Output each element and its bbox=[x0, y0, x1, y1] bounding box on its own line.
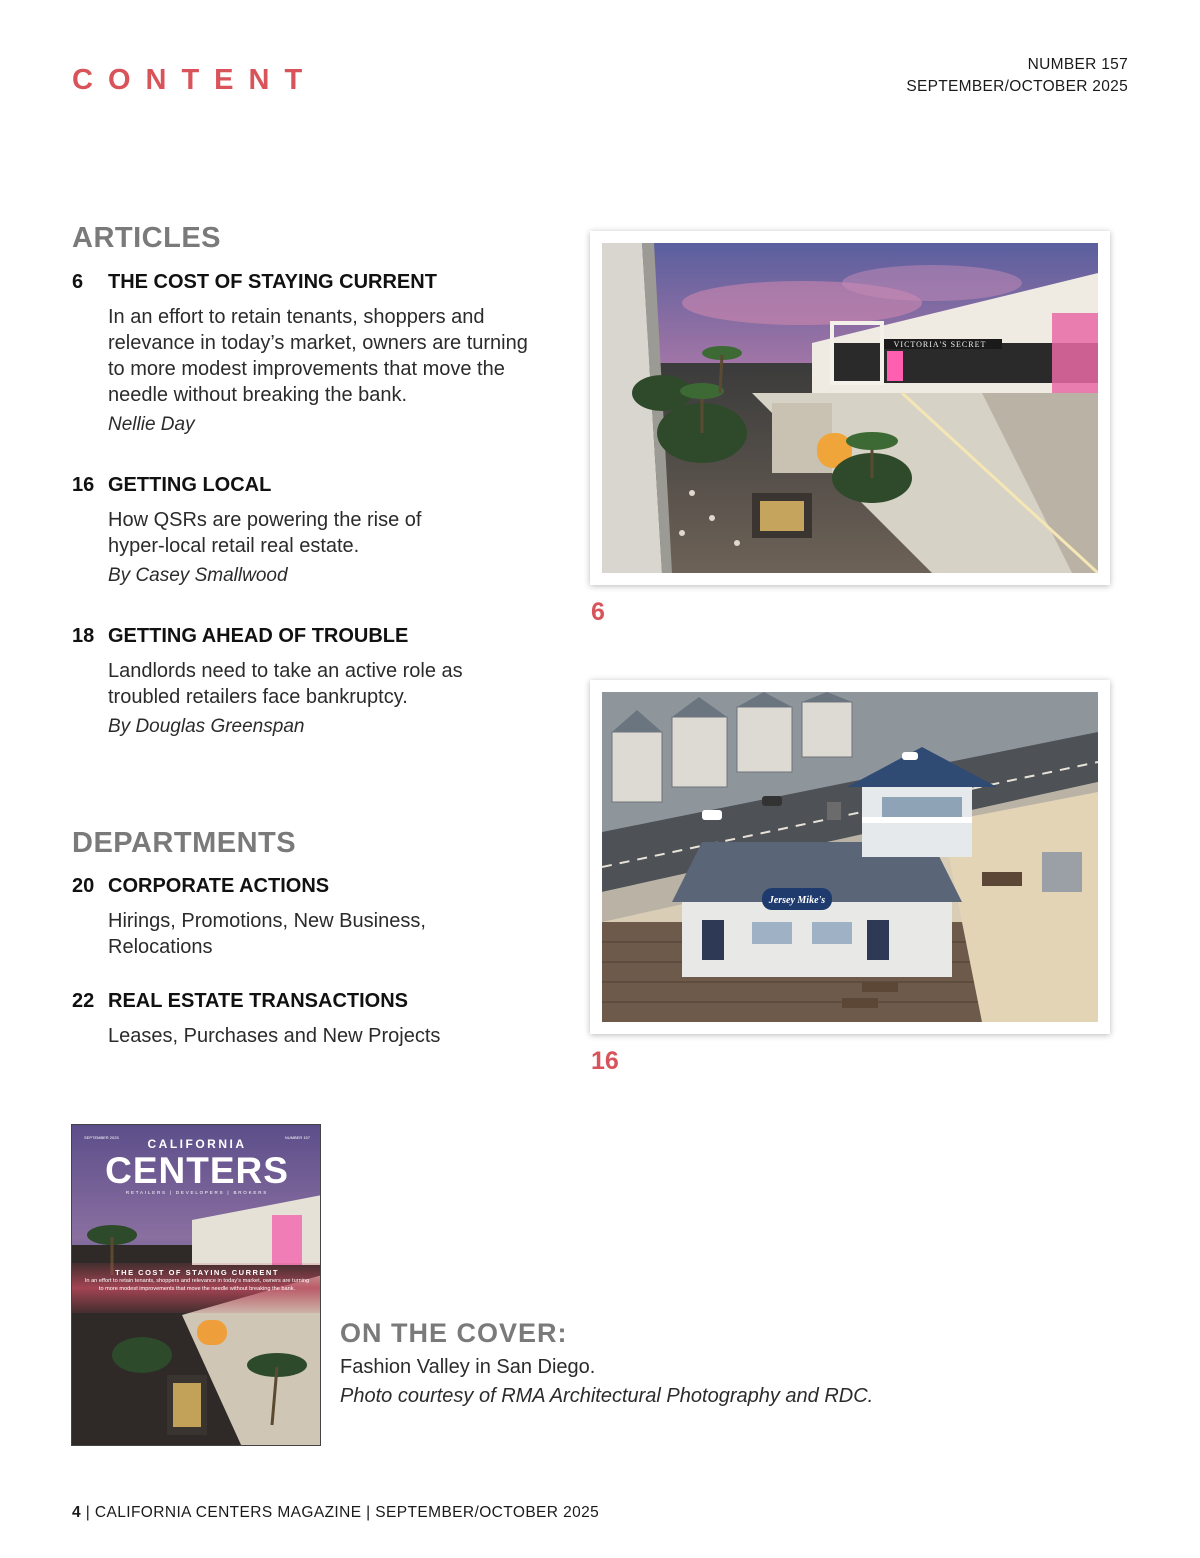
article-byline: Nellie Day bbox=[108, 414, 195, 435]
cover-heading: ON THE COVER: bbox=[340, 1318, 568, 1348]
department-title: REAL ESTATE TRANSACTIONS bbox=[108, 990, 409, 1012]
department-entry[interactable] bbox=[72, 873, 542, 960]
issue-date: SEPTEMBER/OCTOBER 2025 bbox=[906, 78, 1128, 95]
photo-page-number: 6 bbox=[591, 598, 605, 626]
article-title: GETTING AHEAD OF TROUBLE bbox=[108, 625, 409, 647]
department-title: CORPORATE ACTIONS bbox=[108, 875, 330, 897]
article-entry[interactable] bbox=[72, 623, 542, 740]
footer-page-number: 4 bbox=[72, 1504, 82, 1521]
article-entry[interactable] bbox=[72, 472, 542, 589]
departments-heading: DEPARTMENTS bbox=[72, 827, 297, 859]
cover-number-text: NUMBER 157 bbox=[284, 1135, 310, 1140]
articles-heading: ARTICLES bbox=[72, 222, 221, 254]
building-sign-text: Jersey Mike's bbox=[768, 895, 826, 906]
article-entry[interactable] bbox=[72, 269, 542, 438]
cover-illustration bbox=[72, 1125, 321, 1446]
page-title: CONTENT bbox=[72, 64, 318, 96]
issue-info bbox=[906, 54, 1128, 98]
cover-description: Fashion Valley in San Diego. bbox=[340, 1356, 596, 1378]
department-entry[interactable] bbox=[72, 988, 542, 1049]
department-description: Leases, Purchases and New Projects bbox=[108, 1025, 441, 1047]
mall-photo-illustration bbox=[602, 243, 1098, 573]
store-sign-text: VICTORIA'S SECRET bbox=[893, 340, 987, 349]
cover-state-text: CALIFORNIA bbox=[147, 1137, 247, 1151]
cover-tagline-text: RETAILERS | DEVELOPERS | BROKERS bbox=[125, 1190, 269, 1195]
article-page-number: 18 bbox=[72, 625, 95, 647]
article-photo-boardwalk[interactable] bbox=[590, 680, 1110, 1034]
boardwalk-photo-illustration bbox=[602, 692, 1098, 1022]
department-page-number: 20 bbox=[72, 875, 95, 897]
article-photo-mall[interactable] bbox=[590, 231, 1110, 585]
article-page-number: 6 bbox=[72, 271, 84, 293]
article-description: Landlords need to take an active role as troubled retailers face bankruptcy. bbox=[108, 660, 463, 708]
cover-date-text: SEPTEMBER 2025 bbox=[84, 1135, 119, 1140]
cover-caption bbox=[340, 1318, 873, 1411]
footer-text: | CALIFORNIA CENTERS MAGAZINE | SEPTEMBER/OCTOBER 2025 bbox=[85, 1504, 600, 1521]
article-description: In an effort to retain tenants, shoppers and relevance in today’s market, owners are turning to more modest improvements that move the needle without breaking the bank. bbox=[108, 306, 528, 406]
cover-headline-text: THE COST OF STAYING CURRENT bbox=[115, 1268, 279, 1277]
page-footer bbox=[72, 1504, 599, 1522]
cover-photo-credit: Photo courtesy of RMA Architectural Photography and RDC. bbox=[340, 1385, 874, 1407]
department-description: Hirings, Promotions, New Business, Relocations bbox=[108, 910, 426, 958]
article-title: GETTING LOCAL bbox=[108, 474, 272, 496]
article-page-number: 16 bbox=[72, 474, 95, 496]
cover-name-text: CENTERS bbox=[105, 1150, 289, 1191]
magazine-cover[interactable] bbox=[71, 1124, 321, 1446]
article-byline: By Douglas Greenspan bbox=[108, 716, 305, 737]
article-title: THE COST OF STAYING CURRENT bbox=[108, 271, 437, 293]
photo-page-number: 16 bbox=[591, 1047, 619, 1075]
department-page-number: 22 bbox=[72, 990, 95, 1012]
article-byline: By Casey Smallwood bbox=[108, 565, 288, 586]
issue-number: NUMBER 157 bbox=[1027, 56, 1128, 73]
article-description: How QSRs are powering the rise of hyper-local retail real estate. bbox=[108, 509, 422, 557]
cover-deck-text: In an effort to retain tenants, shoppers and relevance in today’s market, owners are turning to more modest improvements that move the needle without breaking the bank. bbox=[84, 1278, 310, 1292]
